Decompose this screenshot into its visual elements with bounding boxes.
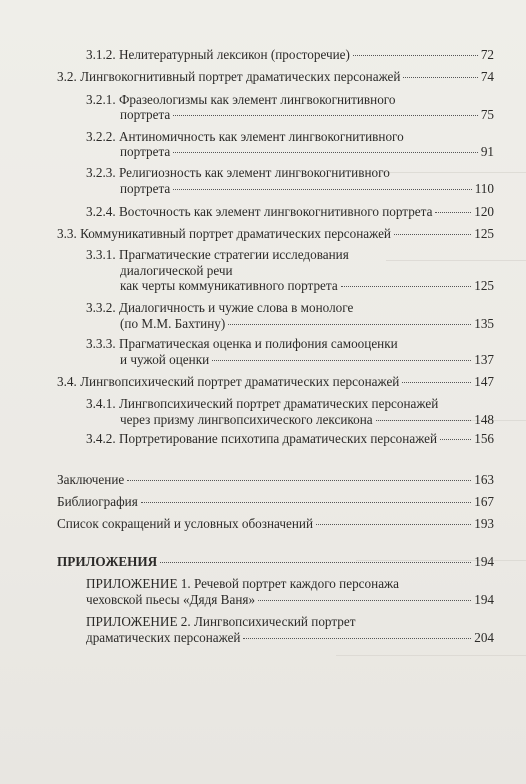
toc-entry-3-3-2-line1: 3.3.2. Диалогичность и чужие слова в монологе bbox=[86, 300, 354, 315]
toc-entry-3-2-4[interactable] bbox=[86, 204, 494, 219]
toc-label: 3.2. Лингвокогнитивный портрет драматических персонажей bbox=[57, 69, 401, 84]
dot-leader bbox=[141, 502, 471, 503]
toc-entry-3-2-3[interactable] bbox=[120, 181, 494, 196]
toc-label: 3.4. Лингвопсихический портрет драматических персонажей bbox=[57, 374, 400, 389]
toc-entry-appendix-1-line1: ПРИЛОЖЕНИЕ 1. Речевой портрет каждого персонажа bbox=[86, 576, 400, 591]
toc-entry-3-2-2[interactable] bbox=[120, 144, 494, 159]
toc-entry-3-2-3-line1: 3.2.3. Религиозность как элемент лингвокогнитивного bbox=[86, 165, 390, 180]
dot-leader bbox=[212, 360, 471, 361]
toc-entry-3-3-1-line2: диалогической речи bbox=[120, 263, 233, 278]
dot-leader bbox=[376, 420, 472, 421]
dot-leader bbox=[173, 115, 478, 116]
toc-page: 137 bbox=[474, 352, 494, 367]
toc-entry-appendix-2[interactable] bbox=[86, 630, 494, 645]
dot-leader bbox=[403, 77, 477, 78]
toc-page: 163 bbox=[474, 472, 494, 487]
toc-page: 91 bbox=[480, 144, 494, 159]
toc-page: 110 bbox=[474, 181, 494, 196]
toc-label: 3.2.4. Восточность как элемент лингвокогнитивного портрета bbox=[86, 204, 433, 219]
toc-entry-3-1-2[interactable] bbox=[86, 47, 494, 62]
toc-label: Заключение bbox=[57, 472, 125, 487]
toc-entry-conclusion[interactable] bbox=[57, 472, 494, 487]
toc-entry-bibliography[interactable] bbox=[57, 494, 494, 509]
toc-label: драматических персонажей bbox=[86, 630, 241, 645]
toc-page: 74 bbox=[480, 69, 494, 84]
toc-entry-3-3-2[interactable] bbox=[120, 316, 494, 331]
toc-entry-3-4-1-line1: 3.4.1. Лингвопсихический портрет драматических персонажей bbox=[86, 396, 439, 411]
toc-entry-3-4-1[interactable] bbox=[120, 412, 494, 427]
toc-page: 204 bbox=[474, 630, 494, 645]
toc-label: портрета bbox=[120, 181, 171, 196]
toc-label: портрета bbox=[120, 107, 171, 122]
toc-entry-3-2-2-line1: 3.2.2. Антиномичность как элемент лингвокогнитивного bbox=[86, 129, 404, 144]
dot-leader bbox=[243, 638, 471, 639]
toc-page: 194 bbox=[474, 554, 494, 569]
dot-leader bbox=[316, 524, 471, 525]
toc-page: 75 bbox=[480, 107, 494, 122]
toc-page: 135 bbox=[474, 316, 494, 331]
toc-page: 125 bbox=[474, 226, 494, 241]
toc-entry-abbreviations[interactable] bbox=[57, 516, 494, 531]
dot-leader bbox=[394, 234, 471, 235]
toc-label: Список сокращений и условных обозначений bbox=[57, 516, 313, 531]
toc-page: 147 bbox=[474, 374, 494, 389]
toc-entry-appendix-1[interactable] bbox=[86, 592, 494, 607]
toc-entry-3-4-2[interactable] bbox=[86, 431, 494, 446]
toc-page: 156 bbox=[474, 431, 494, 446]
toc-page: 125 bbox=[474, 278, 494, 293]
toc-entry-3-2-1[interactable] bbox=[120, 107, 494, 122]
toc-entry-3-2-1-line1: 3.2.1. Фразеологизмы как элемент лингвокогнитивного bbox=[86, 92, 396, 107]
toc-entry-appendix-2-line1: ПРИЛОЖЕНИЕ 2. Лингвопсихический портрет bbox=[86, 614, 356, 629]
toc-page: 120 bbox=[474, 204, 494, 219]
dot-leader bbox=[258, 600, 471, 601]
toc-entry-3-3-1-line1: 3.3.1. Прагматические стратегии исследования bbox=[86, 247, 349, 262]
toc-label: ПРИЛОЖЕНИЯ bbox=[57, 554, 158, 569]
toc-label: чеховской пьесы «Дядя Ваня» bbox=[86, 592, 256, 607]
toc-label: и чужой оценки bbox=[120, 352, 210, 367]
toc-page: 193 bbox=[474, 516, 494, 531]
toc-entry-3-3-3[interactable] bbox=[120, 352, 494, 367]
toc-label: через призму лингвопсихического лексикона bbox=[120, 412, 373, 427]
dot-leader bbox=[127, 480, 471, 481]
toc-label: 3.4.2. Портретирование психотипа драматических персонажей bbox=[86, 431, 438, 446]
toc-entry-3-2[interactable] bbox=[57, 69, 494, 84]
dot-leader bbox=[353, 55, 478, 56]
dot-leader bbox=[402, 382, 471, 383]
dot-leader bbox=[341, 286, 472, 287]
toc-entry-3-3[interactable] bbox=[57, 226, 494, 241]
dot-leader bbox=[173, 189, 471, 190]
toc-page: 148 bbox=[474, 412, 494, 427]
dot-leader bbox=[173, 152, 478, 153]
toc-label: 3.1.2. Нелитературный лексикон (просторечие) bbox=[86, 47, 350, 62]
toc-entry-3-3-1[interactable] bbox=[120, 278, 494, 293]
dot-leader bbox=[228, 324, 471, 325]
toc-entry-3-3-3-line1: 3.3.3. Прагматическая оценка и полифония самооценки bbox=[86, 336, 398, 351]
dot-leader bbox=[160, 562, 471, 563]
toc-label: как черты коммуникативного портрета bbox=[120, 278, 338, 293]
toc-page: 194 bbox=[474, 592, 494, 607]
toc-label: (по М.М. Бахтину) bbox=[120, 316, 226, 331]
toc-entry-appendices[interactable] bbox=[57, 554, 494, 569]
toc-entry-3-4[interactable] bbox=[57, 374, 494, 389]
toc-page: 72 bbox=[480, 47, 494, 62]
toc-label: портрета bbox=[120, 144, 171, 159]
dot-leader bbox=[440, 439, 471, 440]
toc-label: 3.3. Коммуникативный портрет драматических персонажей bbox=[57, 226, 391, 241]
toc-page: 167 bbox=[474, 494, 494, 509]
toc-label: Библиография bbox=[57, 494, 138, 509]
dot-leader bbox=[435, 212, 471, 213]
